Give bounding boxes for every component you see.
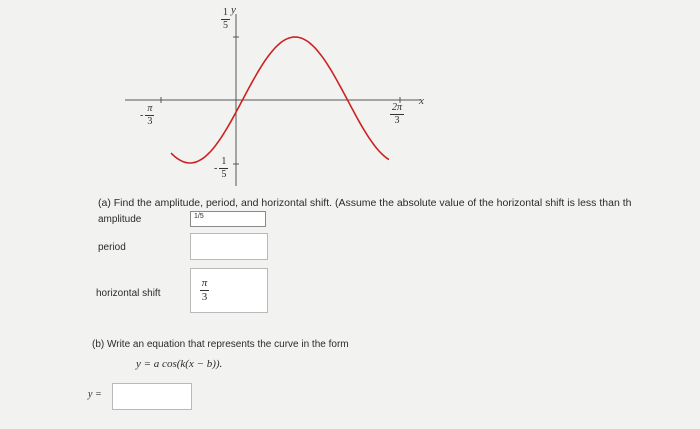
x-tick-left-label: - π 3 bbox=[140, 103, 153, 127]
part-b-question: (b) Write an equation that represents the curve in the form bbox=[92, 339, 349, 350]
curve-form: y = a cos(k(x − b)). bbox=[136, 358, 223, 370]
equation-input[interactable] bbox=[112, 383, 192, 410]
horizontal-shift-input[interactable] bbox=[190, 268, 268, 313]
horizontal-shift-value: π 3 bbox=[201, 277, 208, 303]
y-tick-top-label: 1 5 bbox=[223, 7, 228, 31]
period-label: period bbox=[98, 242, 126, 253]
amplitude-input[interactable] bbox=[190, 211, 266, 227]
x-tick-right-label: 2π 3 bbox=[391, 102, 402, 126]
part-a-question: (a) Find the amplitude, period, and horizontal shift. (Assume the absolute value of the horizontal shift is less than th bbox=[98, 197, 632, 209]
x-axis-label: x bbox=[419, 95, 424, 107]
horizontal-shift-label: horizontal shift bbox=[96, 288, 161, 299]
answer-label: y = bbox=[88, 389, 102, 400]
y-axis-label: y bbox=[231, 4, 236, 16]
amplitude-value: 1/5 bbox=[194, 213, 204, 220]
period-input[interactable] bbox=[190, 233, 268, 260]
cosine-graph bbox=[0, 0, 700, 190]
amplitude-label: amplitude bbox=[98, 214, 142, 225]
y-tick-bottom-label: - 1 5 bbox=[214, 156, 227, 180]
